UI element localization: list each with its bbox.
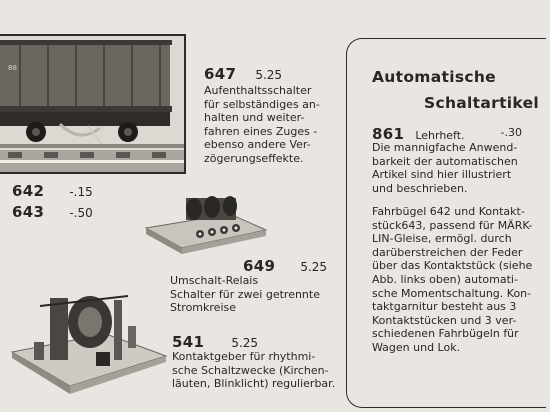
item-643 [12, 202, 93, 221]
item-643-number: 643 [12, 203, 45, 221]
item-541-description: Kontaktgeber für rhythmi- sche Schaltzwecke (Kirchen- läuten, Blinklicht) regulierbar. [172, 350, 336, 391]
item-861-number: 861 [372, 125, 405, 143]
item-642-number: 642 [12, 182, 45, 200]
item-642-price: -.15 [69, 185, 93, 199]
wagon-marking: 88 [8, 64, 17, 72]
item-647-description: Aufenthaltsschalter für selbständiges an- halten und weiter- fahren eines Zuges - ebenso andere Ver- zögerungseffekte. [204, 84, 320, 165]
item-649-number: 649 [243, 257, 276, 275]
item-861-label: Lehrheft. [415, 129, 465, 142]
relay-photo [142, 190, 270, 254]
item-649 [243, 256, 327, 275]
item-649-price: 5.25 [300, 260, 328, 274]
item-642 [12, 181, 93, 200]
item-861-price: -.30 [500, 126, 522, 139]
box-paragraph-2: Fahrbügel 642 und Kontakt- stück643, passend für MÄRK- LIN-Gleise, ermögl. durch darüberstreichen der Feder über das Kontaktstück (siehe Abb. links oben) automati- sche Momentschaltung. Kon- taktgarnitur besteht aus 3 Kontaktstücken und 3 ver- schiedenen Fahrbügeln für Wagen und Lok. [372, 205, 533, 354]
item-541 [172, 332, 258, 351]
item-647-number: 647 [204, 65, 237, 83]
item-541-number: 541 [172, 333, 205, 351]
item-649-description: Umschalt-Relais Schalter für zwei getrennte Stromkreise [170, 274, 320, 315]
box-title-line2: Schaltartikel [424, 94, 540, 112]
contact-photo [10, 286, 168, 396]
item-643-price: -.50 [69, 206, 93, 220]
box-paragraph-1: Die mannigfache Anwend- barkeit der automatischen Artikel sind hier illustriert und beschrieben. [372, 141, 518, 195]
box-title-line1: Automatische [372, 68, 496, 86]
item-647 [204, 64, 282, 83]
item-647-price: 5.25 [255, 68, 283, 82]
item-541-price: 5.25 [231, 336, 259, 350]
wagon-photo [0, 34, 186, 174]
